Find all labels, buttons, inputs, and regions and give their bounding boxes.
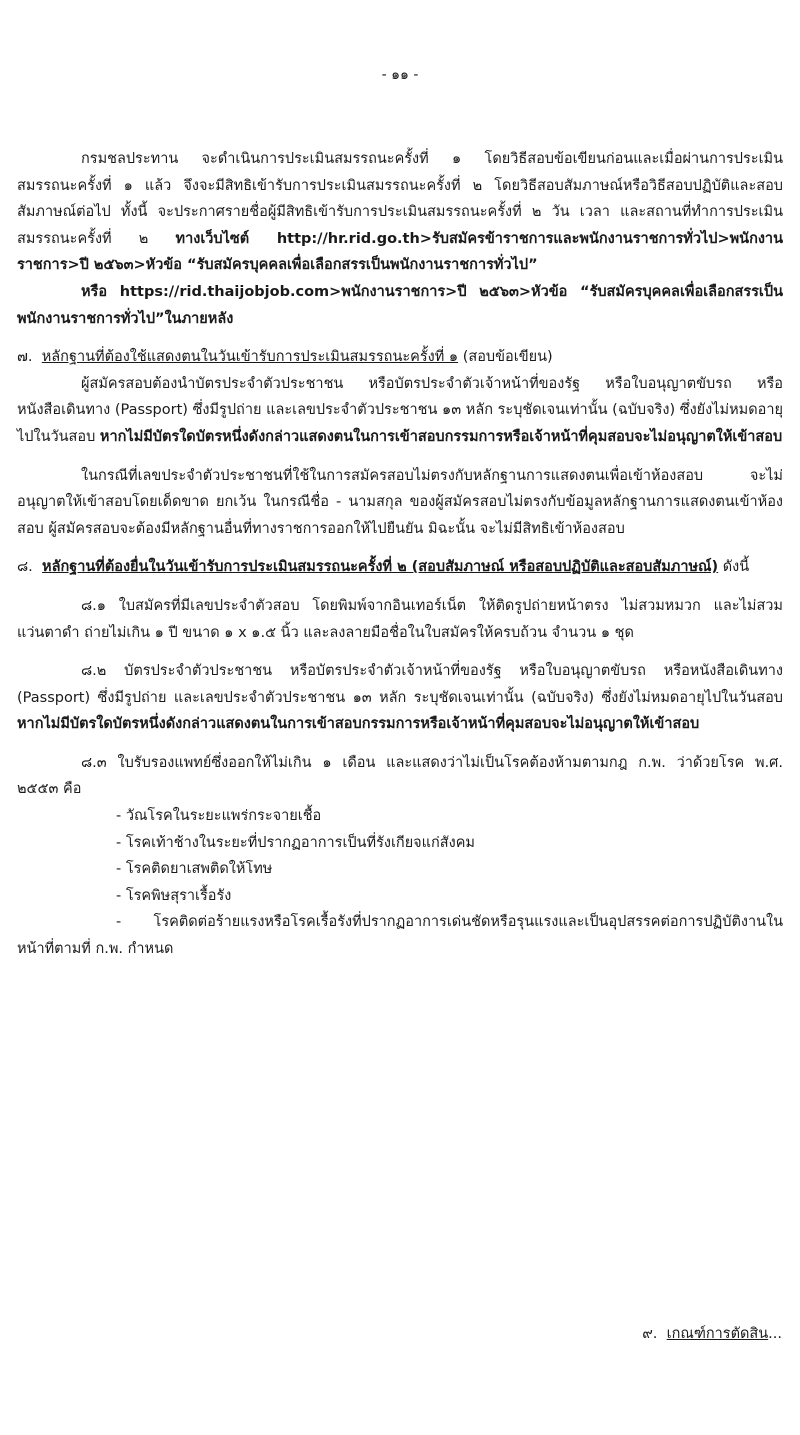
intro-paragraph-2: หรือ https://rid.thaijobjob.com>พนักงานราชการ>ปี ๒๕๖๓>หัวข้อ “รับสมัครบุคคลเพื่อเลือกสรรเป็นพนักงานราชการทั่วไป”ในภายหลัง [17,283,783,327]
next-page-cue [642,1322,782,1345]
section-7-title-suffix: (สอบข้อเขียน) [458,349,553,366]
section-8-item-2-text: ๘.๒ บัตรประจำตัวประชาชน หรือบัตรประจำตัวเจ้าหน้าที่ของรัฐ หรือใบอนุญาตขับรถ หรือหนังสือเดินทาง (Passport) ซึ่งมีรูปถ่าย และเลขประจำตัวประชาชน ๑๓ หลัก ระบุชัดเจนเท่านั้น (ฉบับจริง) ซึ่งยังไม่หมดอายุไปในวันสอบ [17,663,783,706]
disease-item: - โรคพิษสุราเรื้อรัง [116,887,232,904]
section-8-item-2 [17,658,783,738]
section-7-paragraph-2: ในกรณีที่เลขประจำตัวประชาชนที่ใช้ในการสมัครสอบไม่ตรงกับหลักฐานการแสดงตนเพื่อเข้าห้องสอบ จะไม่อนุญาตให้เข้าสอบโดยเด็ดขาด ยกเว้น ในกรณีชื่อ - นามสกุล ของผู้สมัครสอบไม่ตรงกับข้อมูลหลักฐานการแสดงตนเข้าห้องสอบ ผู้สมัครสอบจะต้องมีหลักฐานอื่นที่ทางราชการออกให้ไปยืนยัน มิฉะนั้น จะไม่มีสิทธิเข้าห้องสอบ [17,467,783,537]
page-number: - ๑๑ - [381,67,419,83]
section-7-number: ๗. [17,349,33,366]
section-8-title: หลักฐานที่ต้องยื่นในวันเข้ารับการประเมินสมรรถนะครั้งที่ ๒ (สอบสัมภาษณ์ หรือสอบปฏิบัติและสอบสัมภาษณ์) [42,559,719,576]
section-8-number: ๘. [17,559,33,576]
section-8-heading [17,554,783,581]
section-7-heading [17,344,783,371]
next-section-title: เกณฑ์การตัดสิน [666,1326,769,1342]
disease-item: - โรคติดยาเสพติดให้โทษ [116,861,273,878]
section-8-item-3: ๘.๓ ใบรับรองแพทย์ซึ่งออกให้ไม่เกิน ๑ เดือน และแสดงว่าไม่เป็นโรคต้องห้ามตามกฎ ก.พ. ว่าด้วยโรค พ.ศ. ๒๕๕๓ คือ [17,754,783,798]
next-section-number: ๙. [642,1326,658,1342]
intro-paragraph-1 [17,146,783,279]
section-8-item-1: ๘.๑ ใบสมัครที่มีเลขประจำตัวสอบ โดยพิมพ์จากอินเทอร์เน็ต ให้ติดรูปถ่ายหน้าตรง ไม่สวมหมวก และไม่สวมแว่นตาดำ ถ่ายไม่เกิน ๑ ปี ขนาด ๑ x ๑.๕ นิ้ว และลงลายมือชื่อในใบสมัครให้ครบถ้วน จำนวน ๑ ชุด [17,597,783,641]
section-7-paragraph-1 [17,371,783,451]
disease-item: - วัณโรคในระยะแพร่กระจายเชื้อ [116,808,322,825]
disease-item: - โรคเท้าช้างในระยะที่ปรากฏอาการเป็นที่รังเกียจแก่สังคม [116,834,475,851]
section-8-item-2-warning: หากไม่มีบัตรใดบัตรหนึ่งดังกล่าวแสดงตนในการเข้าสอบกรรมการหรือเจ้าหน้าที่คุมสอบจะไม่อนุญาตให้เข้าสอบ [17,716,700,733]
intro-text: กรมชลประทาน จะดำเนินการประเมินสมรรถนะครั้งที่ ๑ โดยวิธีสอบข้อเขียนก่อนและเมื่อผ่านการประเมินสมรรถนะครั้งที่ ๑ แล้ว จึงจะมีสิทธิเข้ารับการประเมินสมรรถนะครั้งที่ ๒ โดยวิธีสอบสัมภาษณ์หรือวิธีสอบปฏิบัติและสอบสัมภาษณ์ต่อไป ทั้งนี้ จะประกาศรายชื่อผู้มีสิทธิเข้ารับการประเมินสมรรถนะครั้งที่ ๒ วัน เวลา และสถานที่ทำการประเมินสมรรถนะครั้งที่ ๒ [17,151,783,247]
document-body [17,146,783,963]
section-7-warning: หากไม่มีบัตรใดบัตรหนึ่งดังกล่าวแสดงตนในการเข้าสอบกรรมการหรือเจ้าหน้าที่คุมสอบจะไม่อนุญาตให้เข้าสอบ [99,428,783,445]
continuation-ellipsis: ... [768,1326,782,1342]
section-8-title-suffix: ดังนี้ [718,559,750,576]
website-reference: ทางเว็บไซต์ http://hr.rid.go.th>รับสมัครข้าราชการและพนักงานราชการทั่วไป>พนักงานราชการ>ปี ๒๕๖๓>หัวข้อ “รับสมัครบุคคลเพื่อเลือกสรรเป็นพนักงานราชการทั่วไป” [17,230,783,274]
section-7-title: หลักฐานที่ต้องใช้แสดงตนในวันเข้ารับการประเมินสมรรถนะครั้งที่ ๑ [41,349,459,366]
section-7-text: ผู้สมัครสอบต้องนำบัตรประจำตัวประชาชน หรือบัตรประจำตัวเจ้าหน้าที่ของรัฐ หรือใบอนุญาตขับรถ หรือหนังสือเดินทาง (Passport) ซึ่งมีรูปถ่าย และเลขประจำตัวประชาชน ๑๓ หลัก ระบุชัดเจนเท่านั้น (ฉบับจริง) ซึ่งยังไม่หมดอายุไปในวันสอบ [17,375,783,445]
disease-item-last: - โรคติดต่อร้ายแรงหรือโรคเรื้อรังที่ปรากฏอาการเด่นชัดหรือรุนแรงและเป็นอุปสรรคต่อการปฏิบัติงานในหน้าที่ตามที่ ก.พ. กำหนด [17,914,783,958]
